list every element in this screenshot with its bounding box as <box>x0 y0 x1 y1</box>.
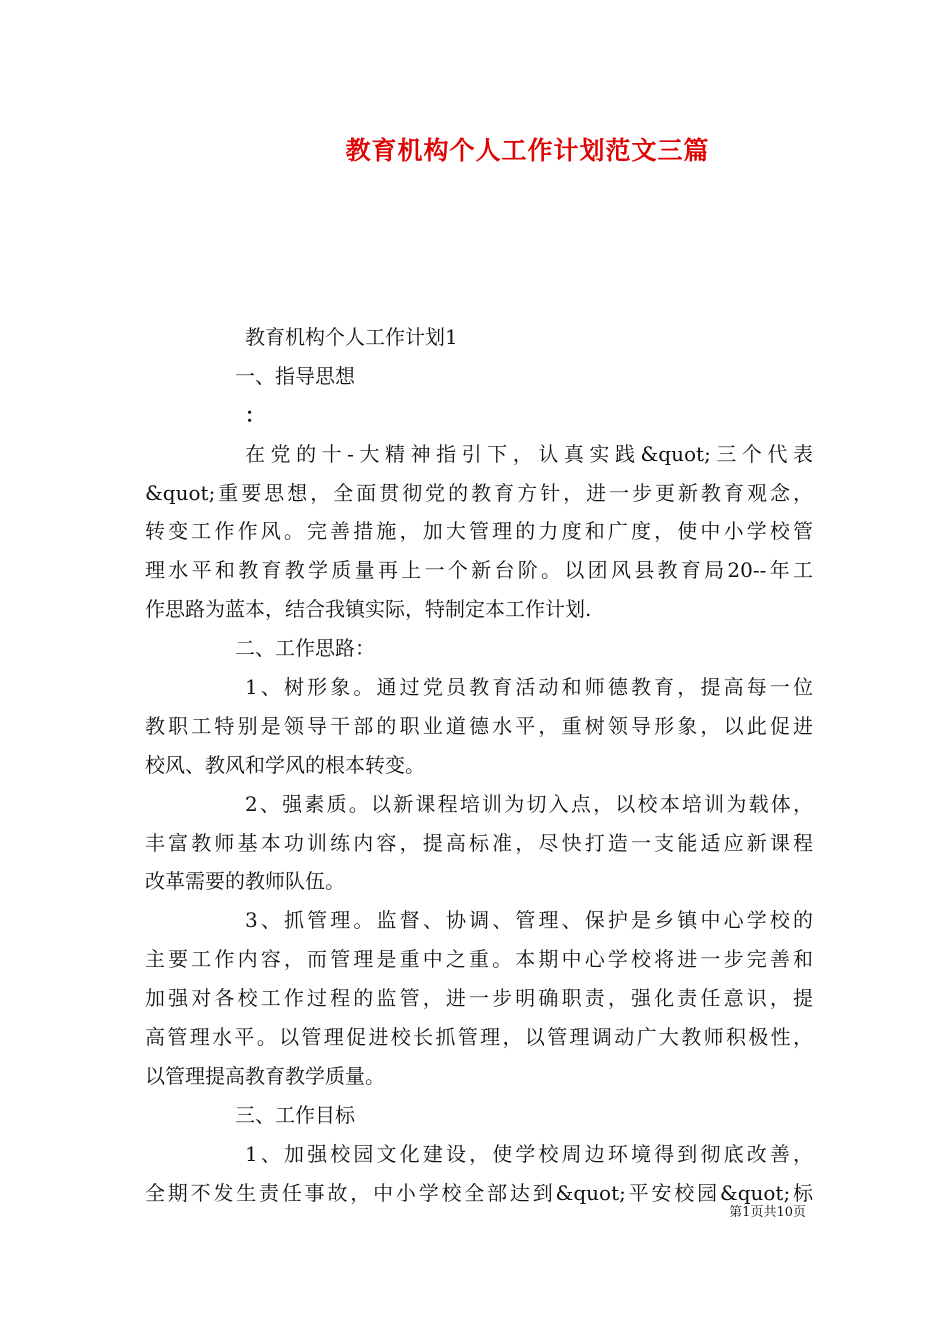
text-line: 全期不发生责任事故，中小学校全部达到&quot;平安校园&quot;标 <box>145 1180 813 1205</box>
page-footer: 第1页共10页 <box>729 1205 806 1220</box>
text-line: ： <box>245 402 265 427</box>
text-line: 转变工作作风。完善措施，加大管理的力度和广度，使中小学校管 <box>145 519 813 544</box>
text-line: 2、强素质。以新课程培训为切入点，以校本培训为载体， <box>245 791 813 816</box>
text-line: 主要工作内容，而管理是重中之重。本期中心学校将进一步完善和 <box>145 947 813 972</box>
text-line: 1、加强校园文化建设，使学校周边环境得到彻底改善， <box>245 1141 813 1166</box>
text-line: 理水平和教育教学质量再上一个新台阶。以团风县教育局20--年工 <box>145 558 813 583</box>
text-line: 高管理水平。以管理促进校长抓管理，以管理调动广大教师积极性， <box>145 1025 813 1050</box>
section-heading: 二、工作思路： <box>235 636 375 661</box>
text-line: 在党的十-大精神指引下，认真实践&quot;三个代表 <box>245 441 813 466</box>
text-line: 丰富教师基本功训练内容，提高标准，尽快打造一支能适应新课程 <box>145 830 813 855</box>
document-title: 教育机构个人工作计划范文三篇 <box>345 136 710 165</box>
text-line: 校风、教风和学风的根本转变。 <box>145 752 425 777</box>
text-line: 作思路为蓝本，结合我镇实际，特制定本工作计划. <box>145 597 592 622</box>
document-body <box>145 318 813 1212</box>
section-heading: 一、指导思想 <box>235 363 355 388</box>
section-heading: 教育机构个人工作计划1 <box>245 325 458 349</box>
text-line: 教职工特别是领导干部的职业道德水平，重树领导形象，以此促进 <box>145 713 813 738</box>
text-line: 1、树形象。通过党员教育活动和师德教育，提高每一位 <box>245 675 813 700</box>
text-line: 以管理提高教育教学质量。 <box>145 1063 385 1088</box>
text-line: 3、抓管理。监督、协调、管理、保护是乡镇中心学校的 <box>245 908 813 933</box>
text-line: 加强对各校工作过程的监管，进一步明确职责，强化责任意识，提 <box>145 986 813 1011</box>
text-line: &quot;重要思想，全面贯彻党的教育方针，进一步更新教育观念， <box>145 480 813 505</box>
section-heading: 三、工作目标 <box>235 1102 355 1127</box>
text-line: 改革需要的教师队伍。 <box>145 869 345 894</box>
